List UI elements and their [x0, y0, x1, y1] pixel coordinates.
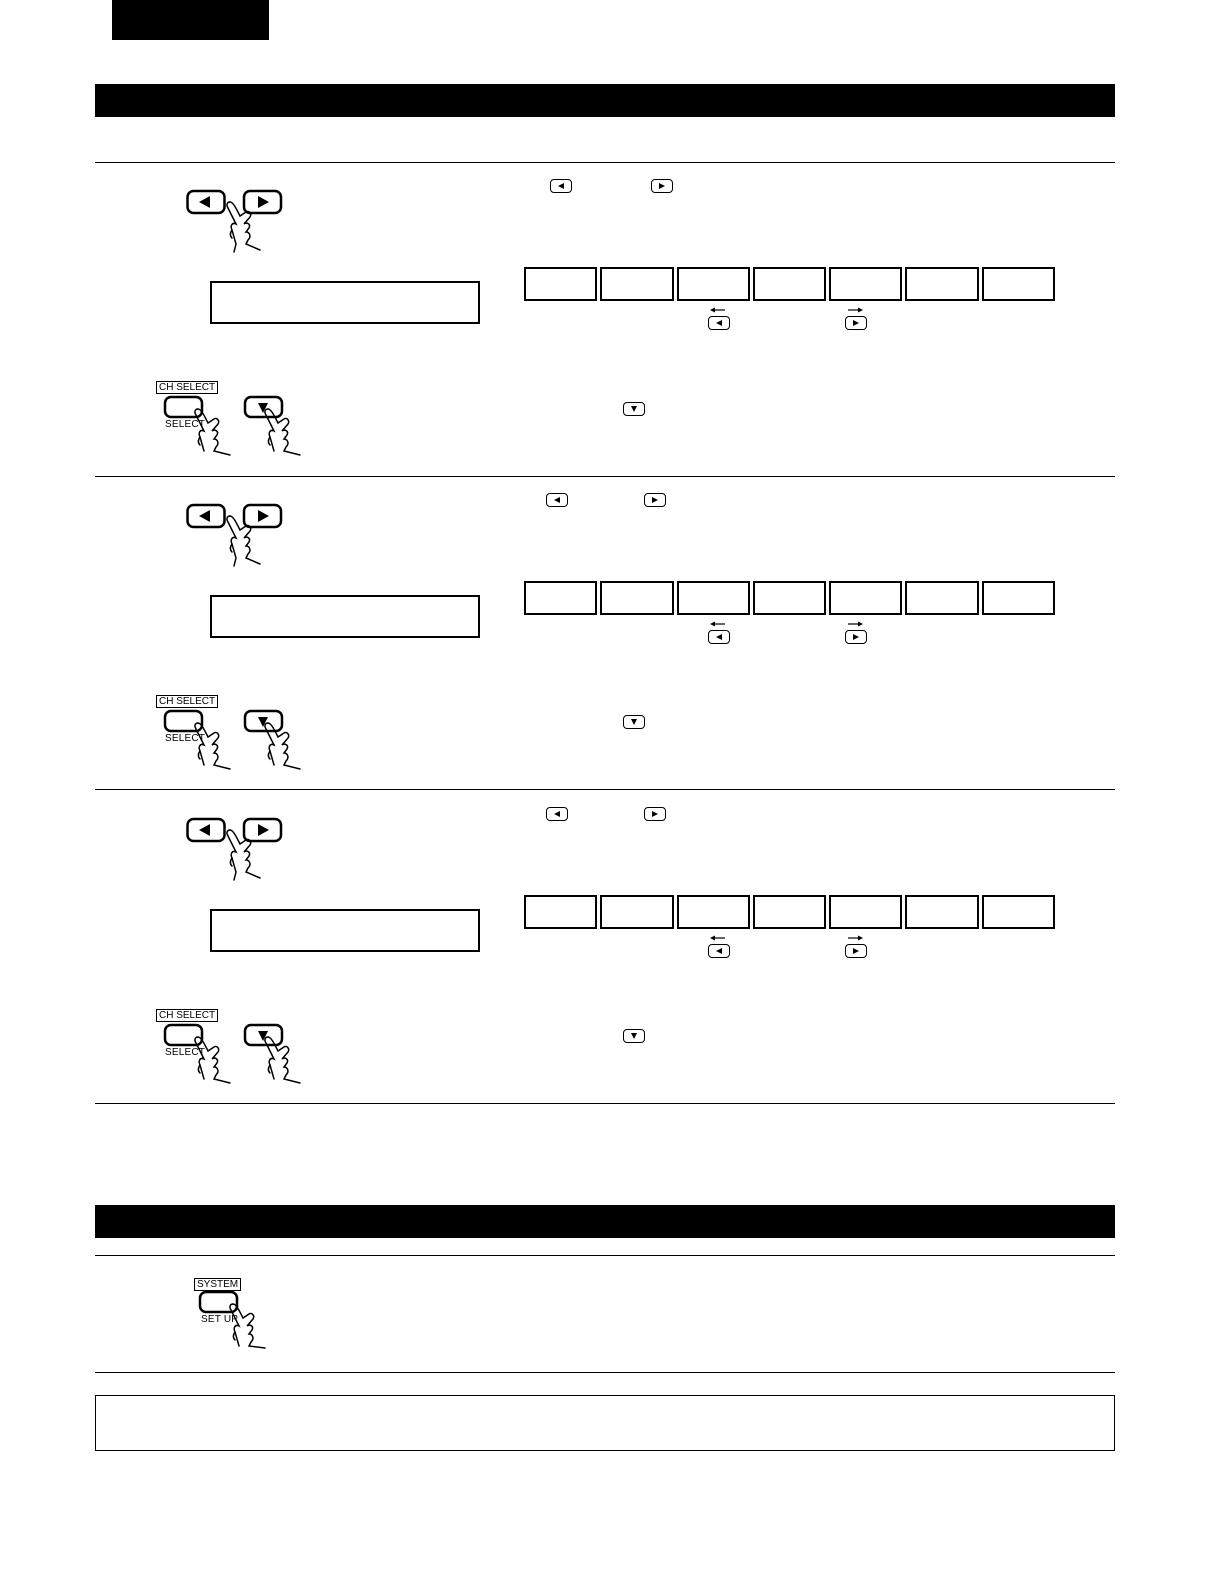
parameter-cell	[753, 895, 826, 929]
select-and-down-keys-illustration	[160, 393, 325, 457]
select-button-icon	[165, 711, 202, 731]
step-divider	[95, 1255, 1115, 1256]
parameter-cell	[524, 581, 597, 615]
select-label: SELECT	[165, 419, 206, 430]
left-direction-arrow-icon	[710, 621, 726, 627]
parameter-cell	[829, 581, 902, 615]
page-tab	[112, 0, 269, 40]
parameter-cell	[677, 267, 750, 301]
parameter-cell-row	[524, 267, 1055, 301]
parameter-cell	[829, 895, 902, 929]
left-right-keys-illustration	[186, 502, 286, 568]
down-arrow-key-icon	[245, 1025, 282, 1045]
right-arrow-key-icon	[845, 316, 867, 330]
down-arrow-key-icon	[245, 711, 282, 731]
step-divider	[95, 789, 1115, 790]
step-divider	[95, 1372, 1115, 1373]
down-arrow-key-icon	[623, 402, 645, 416]
down-arrow-key-icon	[245, 397, 282, 417]
parameter-cell	[982, 267, 1055, 301]
parameter-cell	[677, 895, 750, 929]
parameter-cell	[905, 581, 978, 615]
parameter-cell	[829, 267, 902, 301]
left-arrow-key-icon	[546, 493, 568, 507]
left-arrow-key-icon	[550, 179, 572, 193]
select-label: SELECT	[165, 733, 206, 744]
left-arrow-key-icon	[708, 316, 730, 330]
set-up-label: SET UP	[201, 1314, 239, 1325]
parameter-cell	[905, 895, 978, 929]
left-right-keys-illustration	[186, 816, 286, 882]
down-arrow-key-icon	[623, 1029, 645, 1043]
right-arrow-key-icon	[845, 944, 867, 958]
right-arrow-key-icon	[651, 179, 673, 193]
select-button-icon	[165, 1025, 202, 1045]
step-divider	[95, 162, 1115, 163]
parameter-cell	[982, 895, 1055, 929]
parameter-cell	[524, 895, 597, 929]
parameter-cell	[600, 581, 673, 615]
left-direction-arrow-icon	[710, 307, 726, 313]
left-arrow-key-icon	[188, 191, 225, 213]
section-header-bar	[95, 84, 1115, 117]
system-label: SYSTEM	[194, 1278, 241, 1291]
select-button-icon	[165, 397, 202, 417]
left-direction-arrow-icon	[710, 935, 726, 941]
left-arrow-key-icon	[188, 819, 225, 841]
step-divider	[95, 476, 1115, 477]
note-box	[95, 1395, 1115, 1451]
parameter-cell	[982, 581, 1055, 615]
lcd-display	[210, 595, 480, 638]
right-arrow-key-icon	[244, 819, 281, 841]
right-direction-arrow-icon	[847, 935, 863, 941]
parameter-cell	[753, 267, 826, 301]
left-arrow-key-icon	[188, 505, 225, 527]
left-right-keys-illustration	[186, 188, 286, 254]
ch-select-label: CH SELECT	[156, 695, 218, 708]
select-label: SELECT	[165, 1047, 206, 1058]
parameter-cell	[753, 581, 826, 615]
left-arrow-key-icon	[546, 807, 568, 821]
parameter-cell-row	[524, 581, 1055, 615]
right-arrow-key-icon	[244, 505, 281, 527]
parameter-cell	[524, 267, 597, 301]
lcd-display	[210, 909, 480, 952]
system-setup-button-icon	[200, 1292, 237, 1312]
system-setup-key-illustration	[195, 1288, 285, 1350]
step-divider	[95, 1103, 1115, 1104]
parameter-cell	[677, 581, 750, 615]
parameter-cell	[905, 267, 978, 301]
right-arrow-key-icon	[845, 630, 867, 644]
left-arrow-key-icon	[708, 630, 730, 644]
left-arrow-key-icon	[708, 944, 730, 958]
right-arrow-key-icon	[244, 191, 281, 213]
section-header-bar	[95, 1205, 1115, 1238]
right-arrow-key-icon	[644, 807, 666, 821]
right-direction-arrow-icon	[847, 307, 863, 313]
select-and-down-keys-illustration	[160, 707, 325, 771]
right-arrow-key-icon	[644, 493, 666, 507]
right-direction-arrow-icon	[847, 621, 863, 627]
parameter-cell-row	[524, 895, 1055, 929]
down-arrow-key-icon	[623, 715, 645, 729]
select-and-down-keys-illustration	[160, 1021, 325, 1085]
ch-select-label: CH SELECT	[156, 381, 218, 394]
parameter-cell	[600, 895, 673, 929]
lcd-display	[210, 281, 480, 324]
parameter-cell	[600, 267, 673, 301]
ch-select-label: CH SELECT	[156, 1009, 218, 1022]
